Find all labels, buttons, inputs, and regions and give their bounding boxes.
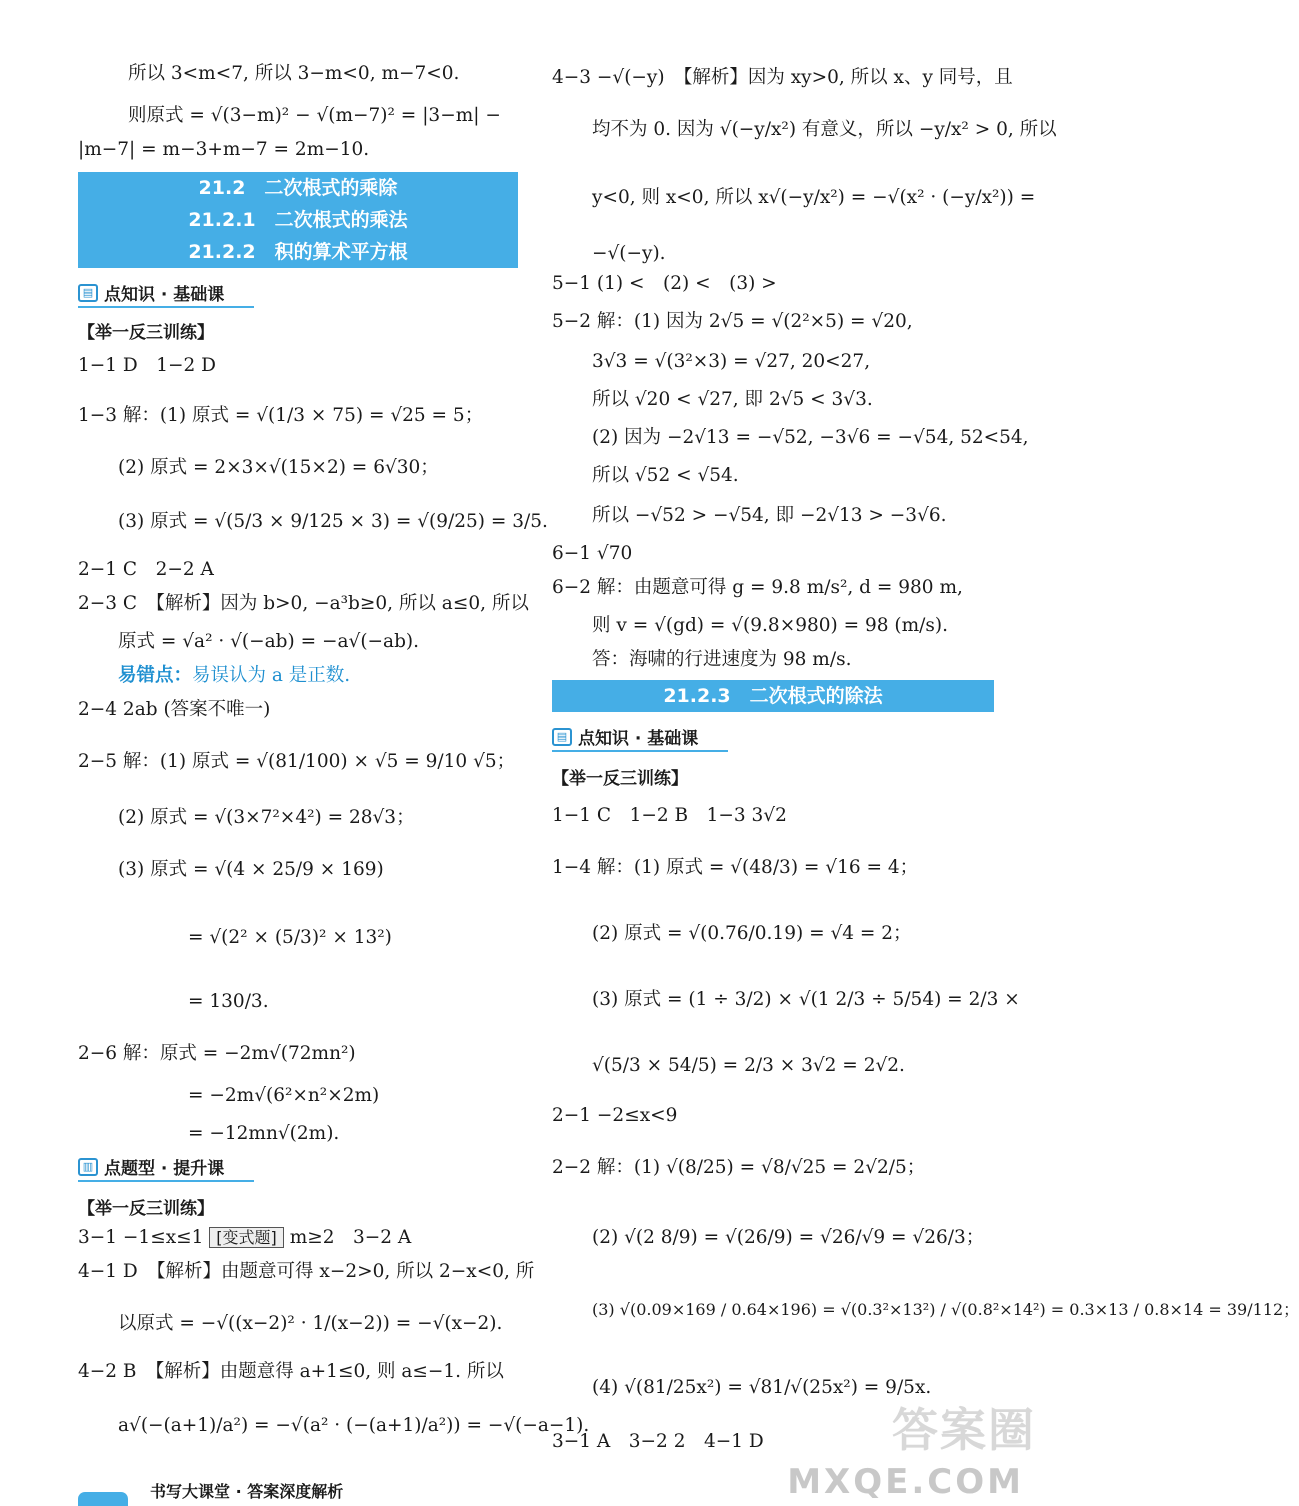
watermark-url: MXQE.COM xyxy=(787,1462,1024,1502)
answer-line: (3) 原式 = (1 ÷ 3/2) × √(1 2/3 ÷ 5/54) = 2/3 × xyxy=(592,989,1020,1010)
answer-line: 4−1 D 【解析】由题意可得 x−2>0, 所以 2−x<0, 所 xyxy=(78,1261,535,1282)
section-title: 21.2 二次根式的乘除 xyxy=(198,177,398,199)
answer-line: y<0, 则 x<0, 所以 x√(−y/x²) = −√(x² · (−y/x²)) = xyxy=(592,187,1036,208)
clipboard-icon: ▥ xyxy=(78,1158,98,1176)
subsection-header xyxy=(78,1154,224,1179)
answer-line: 6−1 √70 xyxy=(552,543,633,564)
answer-line: 以原式 = −√((x−2)² · 1/(x−2)) = −√(x−2). xyxy=(118,1313,503,1334)
section-title-box xyxy=(78,172,518,268)
answer-text: 3−1 −1≤x≤1 xyxy=(78,1227,204,1248)
answer-line: 2−1 C 2−2 A xyxy=(78,559,214,580)
answer-line: 答：海啸的行进速度为 98 m/s. xyxy=(592,649,852,670)
answer-line: 1−3 解：(1) 原式 = √(1/3 × 75) = √25 = 5； xyxy=(78,405,484,426)
answer-line: (3) 原式 = √(5/3 × 9/125 × 3) = √(9/25) = 3/5. xyxy=(118,511,548,532)
training-label: 【举一反三训练】 xyxy=(78,323,214,343)
answer-line: 1−1 D 1−2 D xyxy=(78,355,217,376)
section-subtitle: 21.2.2 积的算术平方根 xyxy=(188,241,408,263)
answer-line: (4) √(81/25x²) = √81/√(25x²) = 9/5x. xyxy=(592,1377,932,1398)
answer-line: −√(−y). xyxy=(592,243,666,264)
divider xyxy=(78,306,254,308)
book-icon: ▤ xyxy=(78,284,98,302)
answer-line: 则原式 = √(3−m)² − √(m−7)² = |3−m| − xyxy=(128,105,501,126)
error-label: 易错点： xyxy=(118,665,193,686)
footer-tab xyxy=(78,1492,128,1506)
subsection-header xyxy=(552,724,698,749)
answer-text: m≥2 3−2 A xyxy=(289,1227,412,1248)
answer-line: 2−3 C 【解析】因为 b>0, −a³b≥0, 所以 a≤0, 所以 xyxy=(78,593,529,614)
answer-line: 2−2 解：(1) √(8/25) = √8/√25 = 2√2/5； xyxy=(552,1157,926,1178)
subsection-label: 点知识 · 基础课 xyxy=(578,729,699,749)
answer-line: = −12mn√(2m). xyxy=(188,1123,340,1144)
subsection-header xyxy=(78,280,224,305)
training-label: 【举一反三训练】 xyxy=(78,1199,214,1219)
answer-line: 4−2 B 【解析】由题意得 a+1≤0, 则 a≤−1. 所以 xyxy=(78,1361,504,1382)
answer-line: 原式 = √a² · √(−ab) = −a√(−ab). xyxy=(118,631,420,652)
answer-line: (3) 原式 = √(4 × 25/9 × 169) xyxy=(118,859,384,880)
answer-line: (3) √(0.09×169 / 0.64×196) = √(0.3²×13²) / √(0.8²×14²) = 0.3×13 / 0.8×14 = 39/112； xyxy=(592,1300,1299,1319)
section-subtitle: 21.2.1 二次根式的乘法 xyxy=(188,209,408,231)
answer-line: 2−4 2ab (答案不唯一) xyxy=(78,699,271,720)
answer-line: (2) 原式 = √(0.76/0.19) = √4 = 2； xyxy=(592,923,912,944)
answer-line: a√(−(a+1)/a²) = −√(a² · (−(a+1)/a²)) = −√(−a−1). xyxy=(118,1415,590,1436)
subsection-label: 点题型 · 提升课 xyxy=(104,1159,225,1179)
section-title-box xyxy=(552,680,994,712)
answer-line: (2) 原式 = 2×3×√(15×2) = 6√30； xyxy=(118,457,439,478)
answer-line: 5−2 解：(1) 因为 2√5 = √(2²×5) = √20, xyxy=(552,311,913,332)
answer-line: = −2m√(6²×n²×2m) xyxy=(188,1085,380,1106)
answer-line: 均不为 0. 因为 √(−y/x²) 有意义，所以 −y/x² > 0, 所以 xyxy=(592,119,1057,140)
answer-line: 1−1 C 1−2 B 1−3 3√2 xyxy=(552,805,787,826)
answer-line: = √(2² × (5/3)² × 13²) xyxy=(188,927,392,948)
book-icon: ▤ xyxy=(552,728,572,746)
footer-text: 书写大课堂 · 答案深度解析 xyxy=(150,1482,344,1501)
answer-line: (2) 原式 = √(3×7²×4²) = 28√3； xyxy=(118,807,415,828)
answer-line: 2−1 −2≤x<9 xyxy=(552,1105,678,1126)
answer-line: (2) √(2 8/9) = √(26/9) = √26/√9 = √26/3； xyxy=(592,1227,985,1248)
answer-line: 所以 √52 < √54. xyxy=(592,465,739,486)
watermark-logo: 答案圈 xyxy=(892,1403,1036,1457)
answer-line: 则 v = √(gd) = √(9.8×980) = 98 (m/s). xyxy=(592,615,948,636)
section-title: 21.2.3 二次根式的除法 xyxy=(663,685,883,707)
answer-line xyxy=(78,1226,411,1250)
answer-line: 6−2 解：由题意可得 g = 9.8 m/s², d = 980 m, xyxy=(552,577,963,598)
answer-line: 所以 √20 < √27, 即 2√5 < 3√3. xyxy=(592,389,873,410)
answer-line: 5−1 (1) < (2) < (3) > xyxy=(552,273,777,294)
answer-line: |m−7| = m−3+m−7 = 2m−10. xyxy=(78,139,370,160)
answer-line: 3√3 = √(3²×3) = √27, 20<27, xyxy=(592,351,871,372)
answer-line: (2) 因为 −2√13 = −√52, −3√6 = −√54, 52<54, xyxy=(592,427,1029,448)
variant-badge: [变式题] xyxy=(209,1227,284,1248)
answer-line: 2−6 解：原式 = −2m√(72mn²) xyxy=(78,1043,356,1064)
divider xyxy=(78,1180,254,1182)
answer-line: 1−4 解：(1) 原式 = √(48/3) = √16 = 4； xyxy=(552,857,919,878)
divider xyxy=(552,750,728,752)
training-label: 【举一反三训练】 xyxy=(552,769,688,789)
error-text: 易误认为 a 是正数. xyxy=(192,665,351,686)
answer-line: 4−3 −√(−y) 【解析】因为 xy>0, 所以 x、y 同号，且 xyxy=(552,67,1013,88)
error-note xyxy=(118,664,350,688)
subsection-label: 点知识 · 基础课 xyxy=(104,285,225,305)
answer-line: = 130/3. xyxy=(188,991,269,1012)
answer-line: 2−5 解：(1) 原式 = √(81/100) × √5 = 9/10 √5； xyxy=(78,751,516,772)
answer-line: 3−1 A 3−2 2 4−1 D xyxy=(552,1431,764,1452)
answer-line: √(5/3 × 54/5) = 2/3 × 3√2 = 2√2. xyxy=(592,1055,905,1076)
answer-line: 所以 −√52 > −√54, 即 −2√13 > −3√6. xyxy=(592,505,947,526)
answer-line: 所以 3<m<7, 所以 3−m<0, m−7<0. xyxy=(128,63,460,84)
